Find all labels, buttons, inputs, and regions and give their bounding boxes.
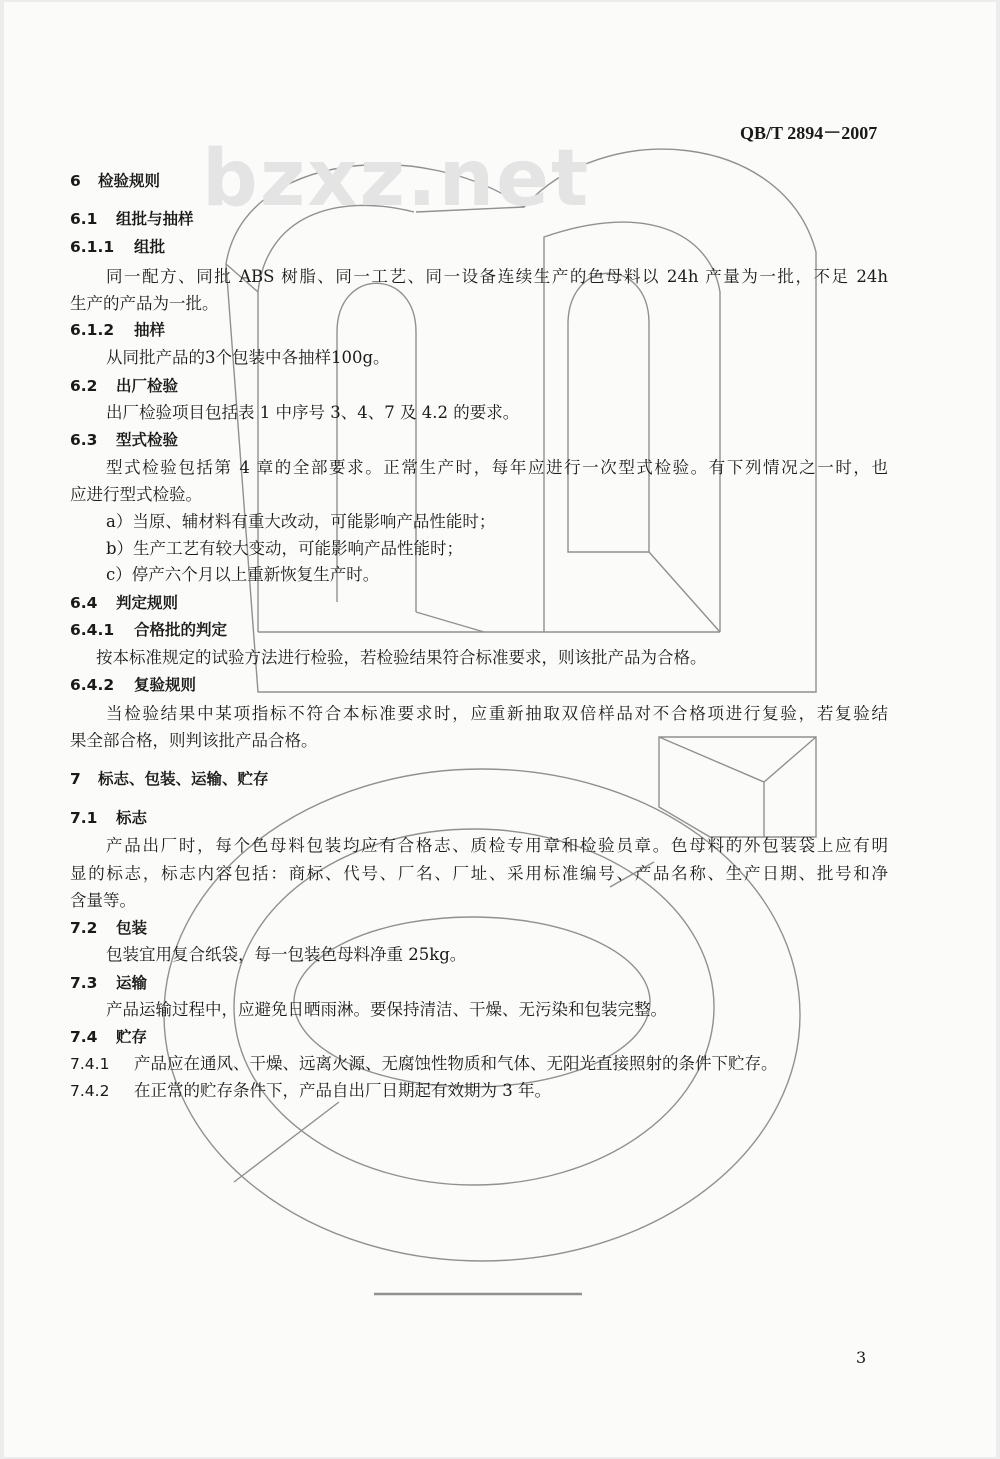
paragraph-line: 包装宜用复合纸袋，每一包装色母料净重 25kg。 — [106, 945, 467, 964]
section-title: 组批 — [134, 238, 166, 256]
paragraph-line: 当检验结果中某项指标不符合本标准要求时，应重新抽取双倍样品对不合格项进行复验，若复验结 — [106, 704, 888, 723]
clause-text: 在正常的贮存条件下，产品自出厂日期起有效期为 3 年。 — [134, 1081, 551, 1100]
list-item: b）生产工艺有较大变动，可能影响产品性能时； — [106, 539, 464, 558]
section-number: 6.2 — [70, 377, 98, 395]
section-7-3-heading — [70, 973, 147, 993]
standard-number: QB/T 2894－2007 — [740, 123, 878, 143]
clause-text: 产品应在通风、干燥、远离火源、无腐蚀性物质和气体、无阳光直接照射的条件下贮存。 — [134, 1054, 778, 1073]
section-number: 6.3 — [70, 431, 98, 449]
section-number: 6.1.2 — [70, 321, 115, 339]
paragraph-line: 产品出厂时，每个色母料包装均应有合格志、质检专用章和检验员章。色母料的外包装袋上应有明 — [106, 836, 888, 855]
section-6-4-2-heading — [70, 675, 196, 695]
clause-7-4-1 — [70, 1054, 778, 1074]
section-7-4-heading — [70, 1027, 147, 1047]
paragraph-line: 显的标志，标志内容包括：商标、代号、厂名、厂址、采用标准编号、产品名称、生产日期、批号和净 — [70, 864, 888, 883]
section-6-1-heading — [70, 209, 194, 229]
section-6-4-1-heading — [70, 620, 227, 640]
section-number: 7.2 — [70, 919, 98, 937]
paragraph-line: 果全部合格，则判该批产品合格。 — [70, 731, 318, 750]
paragraph-line: 生产的产品为一批。 — [70, 294, 219, 313]
section-title: 抽样 — [134, 321, 166, 339]
paragraph-line: 产品运输过程中，应避免日晒雨淋。要保持清洁、干燥、无污染和包装完整。 — [106, 1000, 667, 1019]
section-number: 6.1 — [70, 210, 98, 228]
section-7-2-heading — [70, 918, 147, 938]
list-item: a）当原、辅材料有重大改动，可能影响产品性能时； — [106, 512, 496, 531]
section-6-1-2-heading — [70, 320, 165, 340]
section-7-1-heading — [70, 808, 147, 828]
section-number: 7.3 — [70, 974, 98, 992]
section-title: 检验规则 — [98, 172, 161, 190]
section-title: 型式检验 — [116, 431, 179, 449]
page-number: 3 — [856, 1348, 867, 1367]
paragraph-line: 应进行型式检验。 — [70, 485, 202, 504]
section-title: 复验规则 — [134, 676, 197, 694]
section-number: 6.1.1 — [70, 238, 115, 256]
paragraph-line: 同一配方、同批 ABS 树脂、同一工艺、同一设备连续生产的色母料以 24h 产量为一批，不足 24h — [106, 267, 888, 286]
section-6-3-heading — [70, 430, 178, 450]
section-title: 标志、包装、运输、贮存 — [98, 770, 269, 788]
list-item: c）停产六个月以上重新恢复生产时。 — [106, 565, 380, 584]
section-number: 7.4.1 — [70, 1055, 110, 1073]
paragraph-line: 出厂检验项目包括表 1 中序号 3、4、7 及 4.2 的要求。 — [106, 403, 520, 422]
section-title: 运输 — [116, 974, 148, 992]
section-title: 出厂检验 — [116, 377, 179, 395]
paragraph-line: 按本标准规定的试验方法进行检验，若检验结果符合标准要求，则该批产品为合格。 — [96, 648, 707, 667]
section-title: 合格批的判定 — [134, 621, 228, 639]
section-title: 包装 — [116, 919, 148, 937]
section-number: 6.4.2 — [70, 676, 115, 694]
section-number: 7 — [70, 770, 81, 788]
section-number: 7.4 — [70, 1028, 98, 1046]
section-title: 组批与抽样 — [116, 210, 194, 228]
watermark-text: bzxz.net — [202, 134, 591, 224]
section-title: 标志 — [116, 809, 148, 827]
section-6-heading — [70, 171, 160, 191]
section-number: 7.4.2 — [70, 1082, 110, 1100]
section-number: 6.4.1 — [70, 621, 115, 639]
section-number: 6.4 — [70, 594, 98, 612]
section-6-1-1-heading — [70, 237, 165, 257]
section-title: 判定规则 — [116, 594, 179, 612]
paragraph-line: 从同批产品的3个包装中各抽样100g。 — [106, 348, 390, 367]
section-6-2-heading — [70, 376, 178, 396]
section-number: 6 — [70, 172, 81, 190]
paragraph-line: 型式检验包括第 4 章的全部要求。正常生产时，每年应进行一次型式检验。有下列情况之一时，也 — [106, 458, 888, 477]
clause-7-4-2 — [70, 1081, 551, 1101]
section-6-4-heading — [70, 593, 178, 613]
document-page — [4, 2, 996, 1457]
section-title: 贮存 — [116, 1028, 148, 1046]
section-number: 7.1 — [70, 809, 98, 827]
section-7-heading — [70, 769, 269, 789]
paragraph-line: 含量等。 — [70, 891, 136, 910]
